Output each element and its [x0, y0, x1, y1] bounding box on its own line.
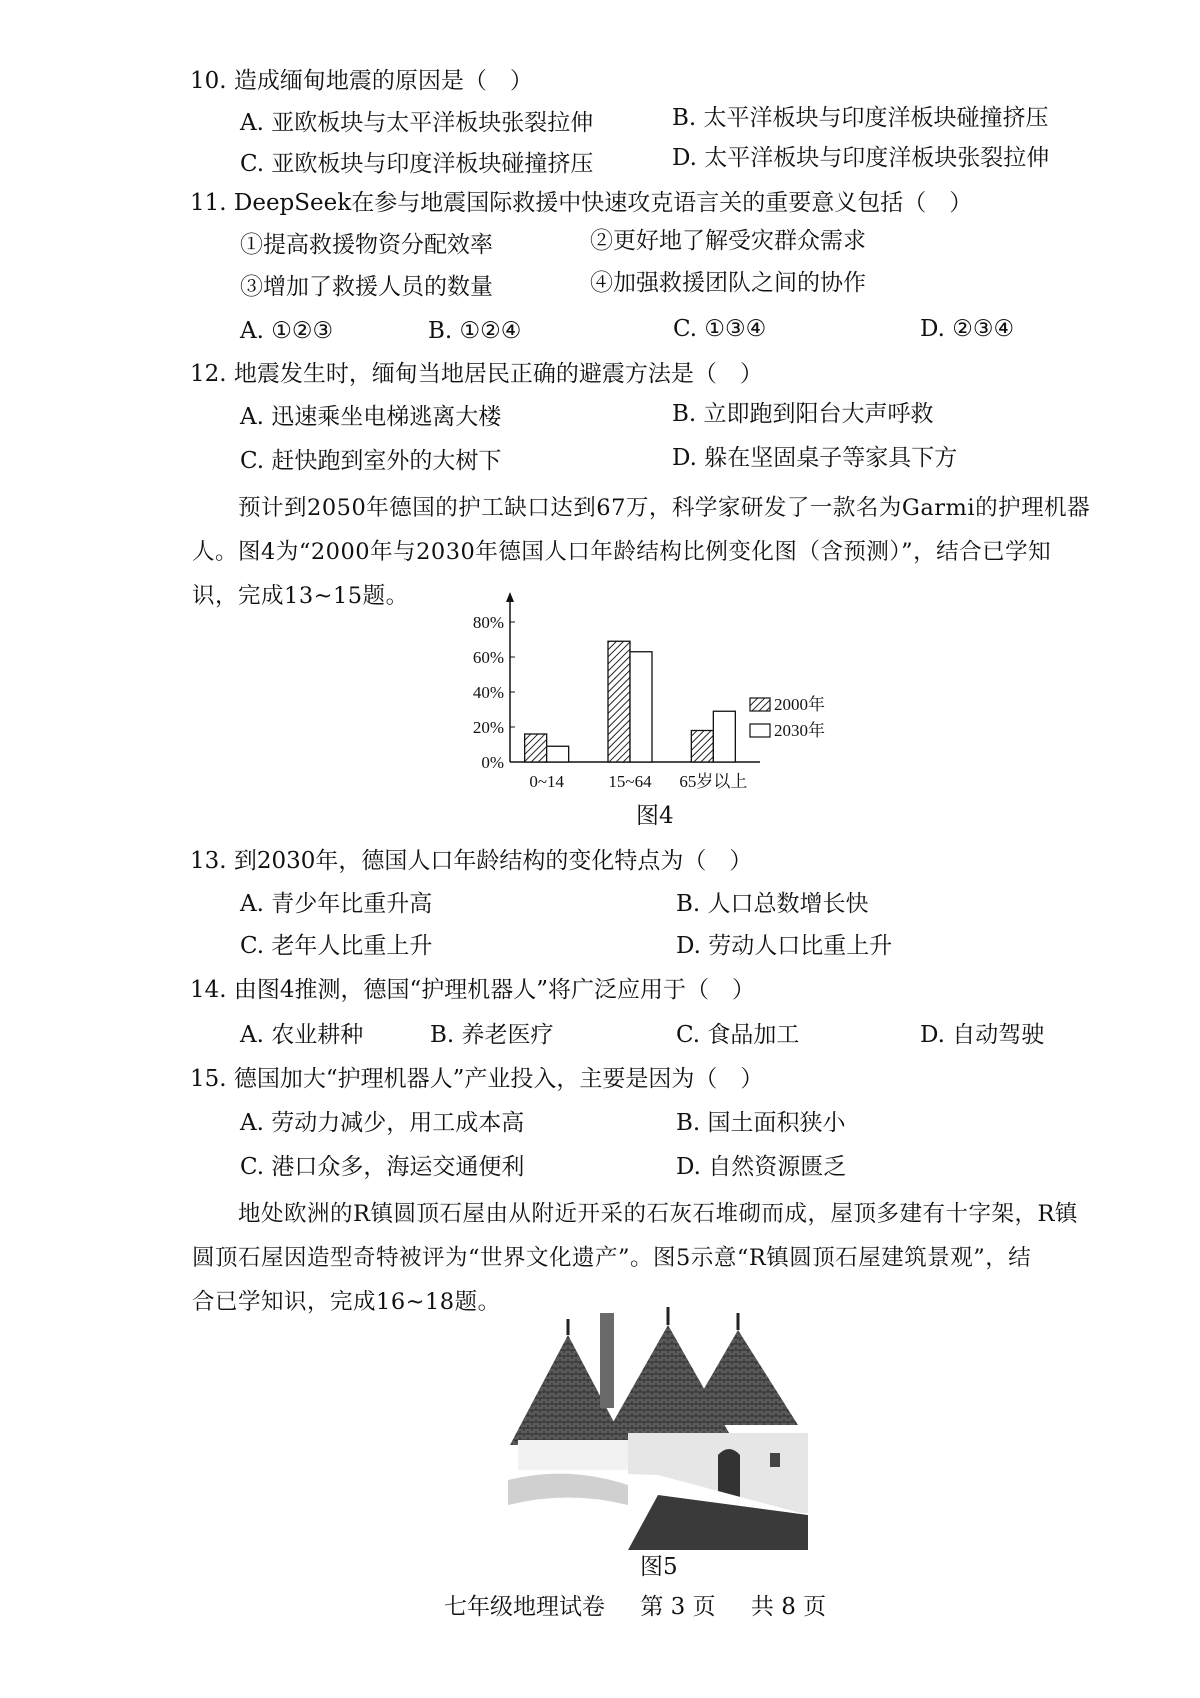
figure-5-stone-house-photo: [508, 1305, 813, 1550]
question-11-option-d: D. ②③④: [920, 316, 1015, 342]
y-tick-label: 40%: [472, 683, 504, 702]
question-14-option-b: B. 养老医疗: [430, 1022, 554, 1048]
question-15-option-a: A. 劳动力减少，用工成本高: [240, 1110, 525, 1136]
legend-swatch-0: [750, 698, 770, 711]
question-13-option-b: B. 人口总数增长快: [676, 891, 869, 917]
question-15-option-b: B. 国土面积狭小: [676, 1110, 846, 1136]
legend-label-0: 2000年: [774, 695, 825, 714]
legend-swatch-1: [750, 724, 770, 737]
question-11-item-3: ③增加了救援人员的数量: [240, 274, 493, 300]
question-11-option-a: A. ①②③: [240, 318, 334, 344]
figure-4-bar-chart: [455, 590, 875, 805]
x-tick-label: 0~14: [529, 772, 565, 791]
y-tick-label: 80%: [472, 613, 504, 632]
question-12-stem: 12. 地震发生时，缅甸当地居民正确的避震方法是（ ）: [190, 361, 763, 387]
bar-2030: [630, 652, 652, 762]
y-axis-arrow: [506, 592, 514, 602]
bar-2000: [608, 641, 630, 762]
passage-16-18-line-3: 合已学知识，完成16~18题。: [192, 1289, 501, 1315]
y-tick-label: 60%: [472, 648, 504, 667]
question-11-stem: 11. DeepSeek在参与地震国际救援中快速攻克语言关的重要意义包括（ ）: [190, 190, 973, 216]
figure-4-caption: 图4: [636, 803, 674, 829]
figure-5-caption: 图5: [640, 1554, 678, 1580]
question-12-option-c: C. 赶快跑到室外的大树下: [240, 448, 502, 474]
window: [770, 1453, 780, 1467]
bar-2030: [547, 746, 569, 762]
passage-13-15-line-3: 识，完成13~15题。: [192, 583, 409, 609]
chimney: [600, 1313, 614, 1408]
question-10-option-b: B. 太平洋板块与印度洋板块碰撞挤压: [672, 105, 1049, 131]
question-10-option-c: C. 亚欧板块与印度洋板块碰撞挤压: [240, 151, 594, 177]
passage-16-18-line-1: 地处欧洲的R镇圆顶石屋由从附近开采的石灰石堆砌而成，屋顶多建有十字架，R镇: [238, 1201, 1078, 1227]
question-14-stem: 14. 由图4推测，德国“护理机器人”将广泛应用于（ ）: [190, 977, 756, 1003]
question-15-option-d: D. 自然资源匮乏: [676, 1154, 847, 1180]
question-13-stem: 13. 到2030年，德国人口年龄结构的变化特点为（ ）: [190, 848, 753, 874]
passage-16-18-line-2: 圆顶石屋因造型奇特被评为“世界文化遗产”。图5示意“R镇圆顶石屋建筑景观”，结: [192, 1245, 1032, 1271]
question-10-stem: 10. 造成缅甸地震的原因是（ ）: [190, 68, 533, 94]
question-13-option-d: D. 劳动人口比重上升: [676, 933, 893, 959]
question-11-item-1: ①提高救援物资分配效率: [240, 232, 493, 258]
question-10-option-a: A. 亚欧板块与太平洋板块张裂拉伸: [240, 110, 594, 136]
question-11-option-b: B. ①②④: [428, 318, 522, 344]
question-10-option-d: D. 太平洋板块与印度洋板块张裂拉伸: [672, 145, 1050, 171]
passage-13-15-line-2: 人。图4为“2000年与2030年德国人口年龄结构比例变化图（含预测）”，结合已学知: [192, 539, 1052, 565]
question-14-option-c: C. 食品加工: [676, 1022, 800, 1048]
question-15-option-c: C. 港口众多，海运交通便利: [240, 1154, 525, 1180]
footer-exam-title: 七年级地理试卷: [444, 1594, 605, 1620]
question-11-item-2: ②更好地了解受灾群众需求: [590, 228, 866, 254]
page-footer: [444, 1588, 854, 1621]
x-tick-label: 65岁以上: [679, 772, 748, 791]
y-tick-label: 20%: [472, 718, 504, 737]
question-11-option-c: C. ①③④: [673, 316, 767, 342]
passage-13-15-line-1: 预计到2050年德国的护工缺口达到67万，科学家研发了一款名为Garmi的护理机器: [238, 495, 1091, 521]
bar-2000: [525, 734, 547, 762]
question-11-item-4: ④加强救援团队之间的协作: [590, 270, 866, 296]
wall-left: [518, 1440, 628, 1470]
question-15-stem: 15. 德国加大“护理机器人”产业投入，主要是因为（ ）: [190, 1066, 764, 1092]
question-13-option-a: A. 青少年比重升高: [240, 891, 433, 917]
legend-label-1: 2030年: [774, 721, 825, 740]
question-12-option-b: B. 立即跑到阳台大声呼救: [672, 401, 934, 427]
question-14-option-d: D. 自动驾驶: [920, 1022, 1045, 1048]
question-12-option-d: D. 躲在坚固桌子等家具下方: [672, 445, 958, 471]
bar-2000: [691, 731, 713, 763]
question-12-option-a: A. 迅速乘坐电梯逃离大楼: [240, 404, 502, 430]
question-13-option-c: C. 老年人比重上升: [240, 933, 433, 959]
footer-total-pages: 共 8 页: [750, 1594, 827, 1620]
footer-page-number: 第 3 页: [640, 1594, 716, 1620]
x-tick-label: 15~64: [608, 772, 652, 791]
y-tick-label: 0%: [481, 753, 504, 772]
bar-2030: [713, 711, 735, 762]
question-14-option-a: A. 农业耕种: [240, 1022, 364, 1048]
